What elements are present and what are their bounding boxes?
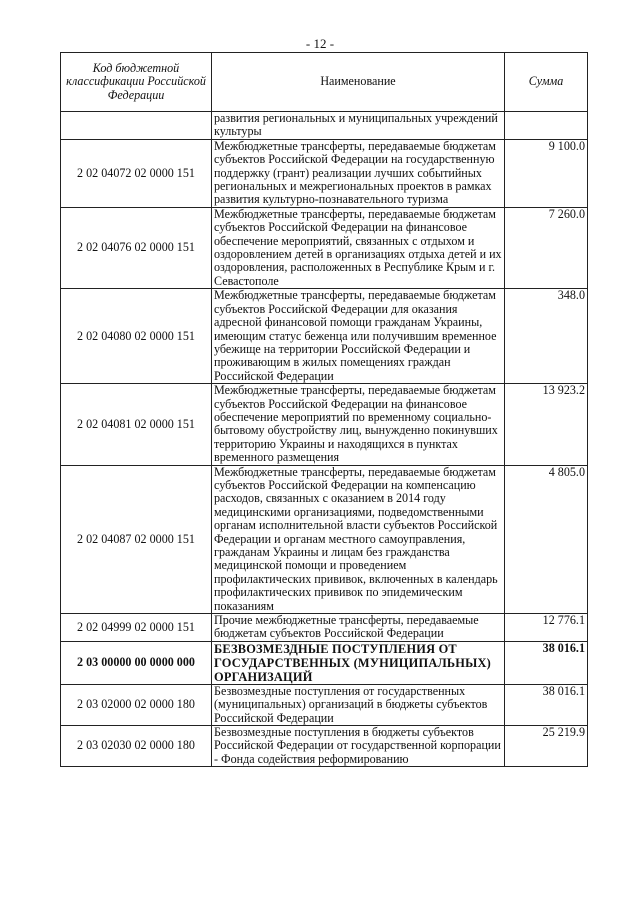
table-row [61,207,588,288]
row-code-cell: 2 02 04081 02 0000 151 [61,384,212,465]
page-number: - 12 - [305,36,335,51]
row-sum-cell: 12 776.1 [505,614,588,642]
row-sum-cell: 38 016.1 [505,684,588,725]
row-sum-cell: 13 923.2 [505,384,588,465]
row-sum-cell [505,112,588,140]
table-row [61,614,588,642]
row-sum-cell: 25 219.9 [505,726,588,767]
table-row [61,641,588,684]
row-code-cell: 2 02 04076 02 0000 151 [61,207,212,288]
budget-table [60,52,588,767]
table-row [61,684,588,725]
table-row [61,289,588,384]
row-code-cell [61,112,212,140]
row-name-cell: БЕЗВОЗМЕЗДНЫЕ ПОСТУПЛЕНИЯ ОТ ГОСУДАРСТВЕННЫХ (МУНИЦИПАЛЬНЫХ) ОРГАНИЗАЦИЙ [212,641,505,684]
row-name-cell: Безвозмездные поступления от государственных (муниципальных) организаций в бюджеты субъектов Российской Федерации [212,684,505,725]
table-header-row [61,53,588,112]
row-name-cell: Межбюджетные трансферты, передаваемые бюджетам субъектов Российской Федерации для оказания адресной финансовой помощи гражданам Украины, имеющим статус беженца или получившим временное убежище на территории Российской Федерации и проживающим в жилых помещениях граждан Российской Федерации [212,289,505,384]
row-code-cell: 2 02 04999 02 0000 151 [61,614,212,642]
table-row [61,726,588,767]
row-name-cell: Межбюджетные трансферты, передаваемые бюджетам субъектов Российской Федерации на финансовое обеспечение мероприятий, связанных с отдыхом и оздоровлением детей в организациях отдыха детей и их оздоровления, расположенных в Республике Крым и г. Севастополе [212,207,505,288]
header-name: Наименование [212,53,505,112]
row-name-cell: Прочие межбюджетные трансферты, передаваемые бюджетам субъектов Российской Федерации [212,614,505,642]
table-row [61,112,588,140]
row-code-cell: 2 03 00000 00 0000 000 [61,641,212,684]
table-row [61,465,588,613]
table-row [61,384,588,465]
row-sum-cell: 7 260.0 [505,207,588,288]
row-sum-cell: 38 016.1 [505,641,588,684]
header-sum: Сумма [505,53,588,112]
row-sum-cell: 9 100.0 [505,139,588,207]
row-code-cell: 2 02 04080 02 0000 151 [61,289,212,384]
row-code-cell: 2 02 04087 02 0000 151 [61,465,212,613]
row-name-cell: Межбюджетные трансферты, передаваемые бюджетам субъектов Российской Федерации на финансовое обеспечение мероприятий по временному социально-бытовому обустройству лиц, вынужденно покинувших территорию Украины и находящихся в пунктах временного размещения [212,384,505,465]
row-sum-cell: 348.0 [505,289,588,384]
row-name-cell: Безвозмездные поступления в бюджеты субъектов Российской Федерации от государственной корпорации - Фонда содействия реформированию [212,726,505,767]
row-code-cell: 2 03 02000 02 0000 180 [61,684,212,725]
row-sum-cell: 4 805.0 [505,465,588,613]
row-name-cell: развития региональных и муниципальных учреждений культуры [212,112,505,140]
row-name-cell: Межбюджетные трансферты, передаваемые бюджетам субъектов Российской Федерации на государственную поддержку (грант) реализации лучших событийных региональных и межрегиональных проектов в рамках развития культурно-познавательного туризма [212,139,505,207]
row-name-cell: Межбюджетные трансферты, передаваемые бюджетам субъектов Российской Федерации на компенсацию расходов, связанных с оказанием в 2014 году медицинскими организациями, подведомственными органам исполнительной власти субъектов Российской Федерации и органам местного самоуправления, гражданам Украины и лицам без гражданства медицинской помощи и проведением профилактических прививок, включенных в календарь профилактических прививок по эпидемическим показаниям [212,465,505,613]
row-code-cell: 2 03 02030 02 0000 180 [61,726,212,767]
header-code: Код бюджетной классификации Российской Федерации [61,53,212,112]
table-row [61,139,588,207]
row-code-cell: 2 02 04072 02 0000 151 [61,139,212,207]
